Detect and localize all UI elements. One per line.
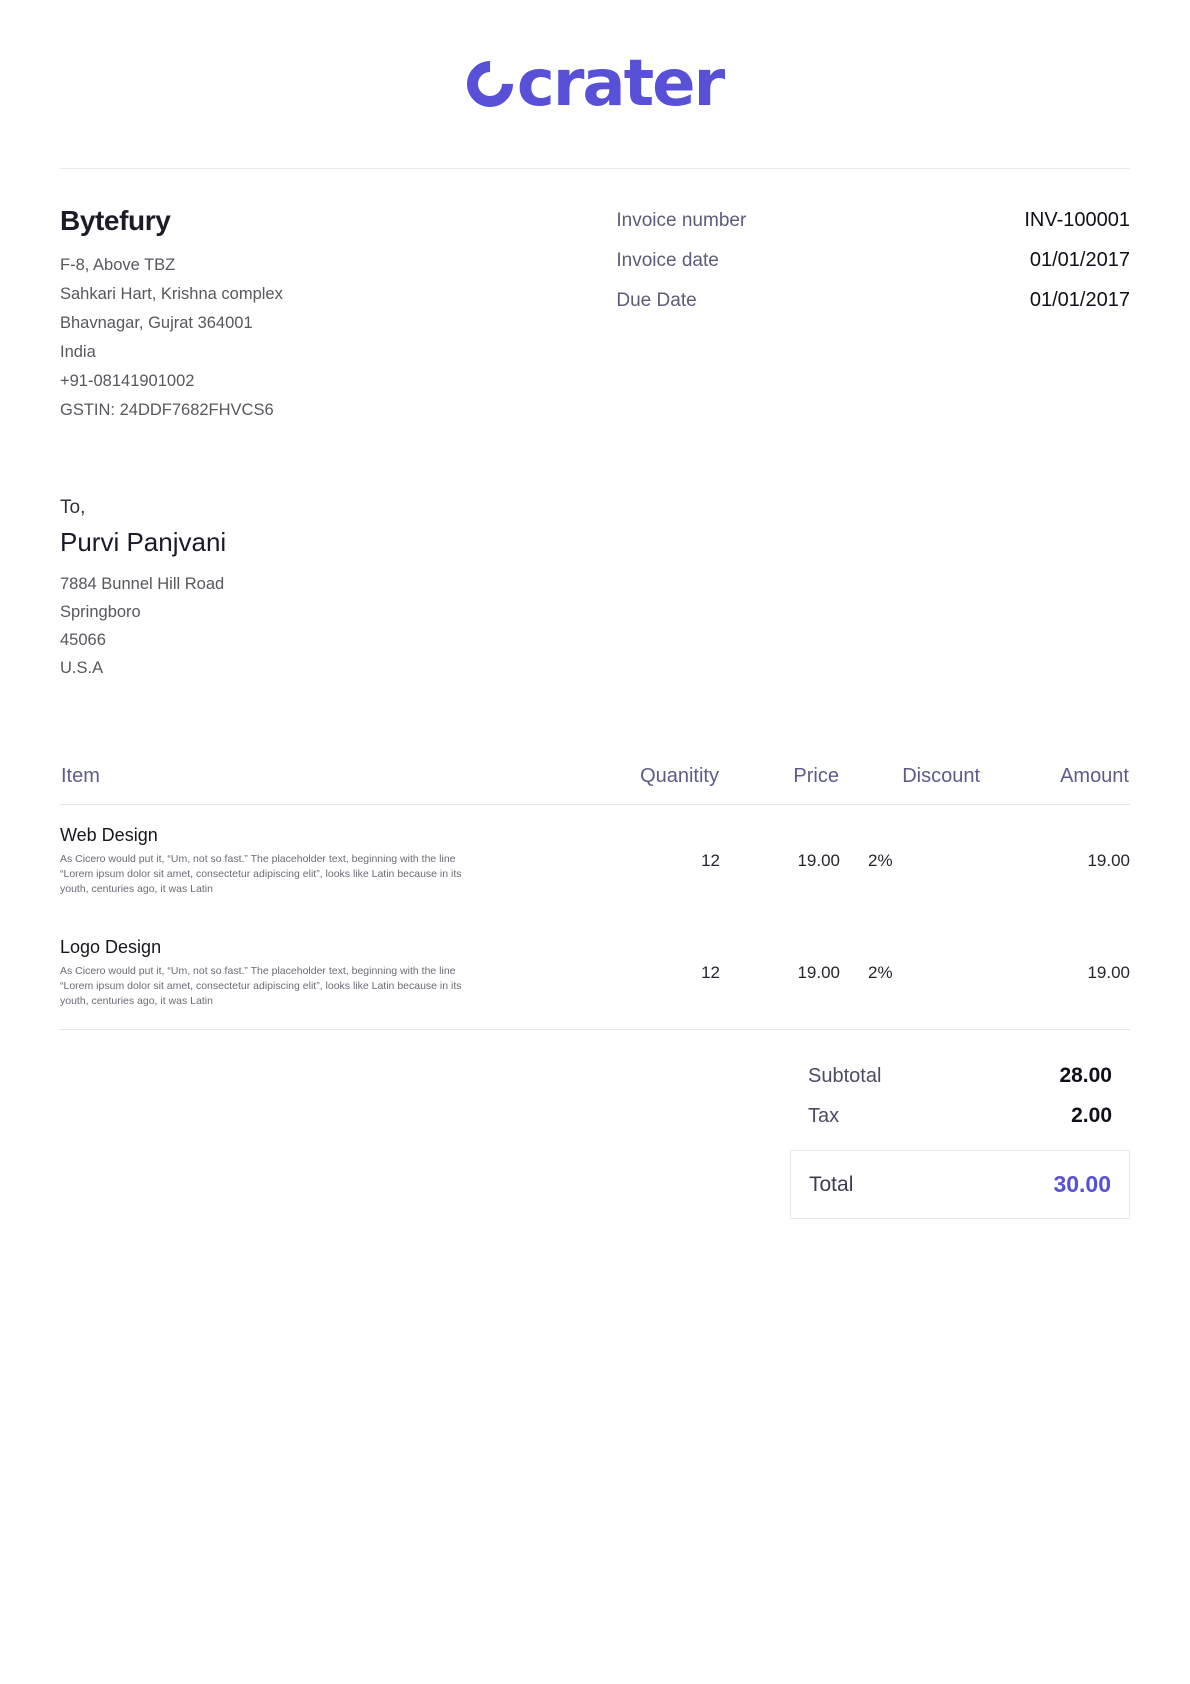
item-title: Web Design bbox=[60, 825, 158, 845]
items-table bbox=[60, 764, 1130, 1029]
column-header-quantity: Quanitity bbox=[600, 764, 720, 805]
item-quantity: 12 bbox=[701, 851, 720, 870]
tax-label: Tax bbox=[808, 1105, 840, 1127]
totals-box bbox=[790, 1056, 1130, 1219]
company-address-line: Bhavnagar, Gujrat 364001 bbox=[60, 314, 253, 332]
due-date-row bbox=[616, 289, 1130, 312]
items-table-head bbox=[60, 764, 1130, 805]
invoice-number-label: Invoice number bbox=[616, 210, 747, 231]
item-description: As Cicero would put it, “Um, not so fast.” The placeholder text, beginning with the line “Lorem ipsum dolor sit amet, consectetur adipiscing elit”, looks like Latin because in its youth, centuries ago, it was Latin bbox=[60, 965, 462, 1007]
items-table-body bbox=[60, 805, 1130, 1030]
items-table-bottom-divider bbox=[60, 1029, 1130, 1030]
item-price: 19.00 bbox=[797, 851, 840, 870]
subtotal-label: Subtotal bbox=[808, 1065, 882, 1087]
column-header-discount: Discount bbox=[840, 764, 980, 805]
company-gstin: GSTIN: 24DDF7682FHVCS6 bbox=[60, 401, 274, 419]
item-discount: 2% bbox=[868, 963, 893, 982]
invoice-date-label: Invoice date bbox=[616, 250, 719, 271]
bill-to-address-line: 7884 Bunnel Hill Road bbox=[60, 575, 225, 593]
item-discount: 2% bbox=[868, 851, 893, 870]
bill-to-block bbox=[60, 425, 1130, 682]
company-address-line: India bbox=[60, 343, 96, 361]
subtotal-value: 28.00 bbox=[1059, 1064, 1112, 1087]
company-block bbox=[60, 205, 616, 425]
bill-to-label: To, bbox=[60, 497, 86, 518]
invoice-header-section bbox=[60, 169, 1130, 425]
item-description: As Cicero would put it, “Um, not so fast.” The placeholder text, beginning with the line “Lorem ipsum dolor sit amet, consectetur adipiscing elit”, looks like Latin because in its youth, centuries ago, it was Latin bbox=[60, 853, 462, 895]
tax-value: 2.00 bbox=[1071, 1104, 1112, 1127]
bill-to-address-line: U.S.A bbox=[60, 659, 104, 677]
grand-total-row bbox=[790, 1150, 1130, 1219]
invoice-number-value: INV-100001 bbox=[1024, 209, 1130, 231]
company-address-line: F-8, Above TBZ bbox=[60, 256, 176, 274]
item-quantity: 12 bbox=[701, 963, 720, 982]
item-cell bbox=[60, 805, 600, 918]
company-phone: +91-08141901002 bbox=[60, 372, 195, 390]
grand-total-label: Total bbox=[809, 1172, 854, 1196]
invoice-number-row bbox=[616, 209, 1130, 232]
invoice-meta-block bbox=[616, 205, 1130, 425]
item-amount: 19.00 bbox=[1087, 851, 1130, 870]
invoice-date-row bbox=[616, 249, 1130, 272]
company-name: Bytefury bbox=[60, 205, 171, 236]
brand-logo bbox=[60, 0, 1130, 168]
item-cell bbox=[60, 917, 600, 1029]
invoice-date-value: 01/01/2017 bbox=[1029, 249, 1130, 271]
items-table-header-row bbox=[60, 764, 1130, 805]
item-title: Logo Design bbox=[60, 937, 162, 957]
bill-to-address-line: Springboro bbox=[60, 603, 141, 621]
item-amount: 19.00 bbox=[1087, 963, 1130, 982]
item-price: 19.00 bbox=[797, 963, 840, 982]
column-header-price: Price bbox=[720, 764, 840, 805]
tax-row bbox=[790, 1096, 1130, 1136]
column-header-amount: Amount bbox=[980, 764, 1130, 805]
due-date-label: Due Date bbox=[616, 290, 697, 311]
grand-total-value: 30.00 bbox=[1053, 1171, 1111, 1197]
column-header-item: Item bbox=[60, 764, 600, 805]
totals-section bbox=[60, 1056, 1130, 1219]
crater-logo bbox=[467, 47, 724, 121]
table-row bbox=[60, 917, 1130, 1029]
bill-to-address-line: 45066 bbox=[60, 631, 106, 649]
subtotal-row bbox=[790, 1056, 1130, 1096]
crater-logo-icon bbox=[457, 51, 522, 116]
bill-to-name: Purvi Panjvani bbox=[60, 527, 227, 557]
crater-logo-text: crater bbox=[516, 47, 724, 121]
company-address-line: Sahkari Hart, Krishna complex bbox=[60, 285, 283, 303]
due-date-value: 01/01/2017 bbox=[1029, 289, 1130, 311]
table-row bbox=[60, 805, 1130, 918]
